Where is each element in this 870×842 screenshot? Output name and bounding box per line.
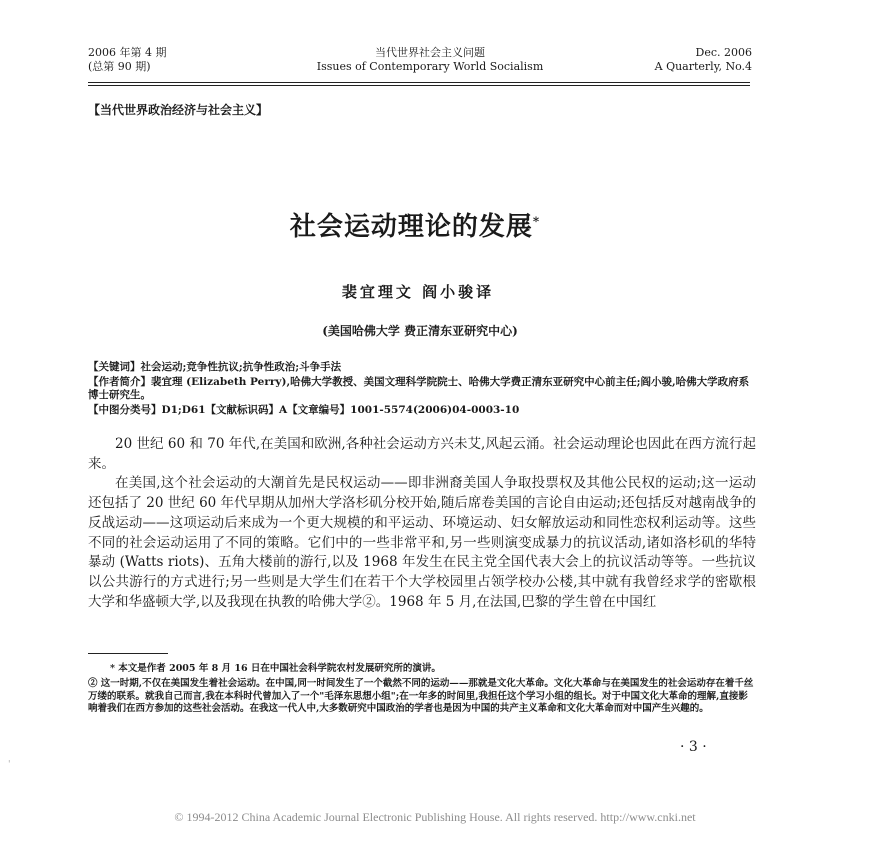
issue-date: Dec. 2006 — [695, 46, 752, 59]
journal-date — [655, 46, 752, 74]
body-paragraph: 在美国,这个社会运动的大潮首先是民权运动——即非洲裔美国人争取投票权及其他公民权的运动;这一运动还包括了 20 世纪 60 年代早期从加州大学洛杉矶分校开始,随后席卷美国的言论自由运动;还包括反对越南战争的反战运动——这项运动后来成为一个更大规模的和平运动、环境运动、妇女解放运动和同性恋权利运动等。这些不同的社会运动运用了不同的策略。它们中的一些非常平和,另一些则演变成暴力的抗议活动,诸如洛杉矶的华特暴动 (Watts riots)、五角大楼前的游行,以及 1968 年发生在民主党全国代表大会上的抗议活动等等。一些抗议以公共游行的方式进行;另一些则是大学生们在若干个大学校园里占领学校办公楼,其中就有我曾经求学的密歇根大学和华盛顿大学,以及我现在执教的哈佛大学②。1968 年 5 月,在法国,巴黎的学生曾在中国红 — [88, 475, 756, 610]
article-body — [88, 435, 756, 612]
article-authors: 裴宜理文 阎小骏译 — [341, 283, 495, 301]
issue-number: 2006 年第 4 期 — [88, 46, 167, 59]
body-paragraph: 20 世纪 60 和 70 年代,在美国和欧洲,各种社会运动方兴未艾,风起云涌。社会运动理论也因此在西方流行起来。 — [88, 436, 756, 472]
classification-codes: 【中图分类号】D1;D61【文献标识码】A【文章编号】1001-5574(2006)04-0003-10 — [88, 404, 520, 416]
journal-title-cn: 当代世界社会主义问题 — [375, 46, 485, 59]
journal-title-en: Issues of Contemporary World Socialism — [316, 60, 544, 73]
article-title-text: 社会运动理论的发展 — [289, 212, 533, 242]
author-intro: 【作者简介】裴宜理 (Elizabeth Perry),哈佛大学教授、美国文理科学院院士、哈佛大学费正清东亚研究中心前主任;阎小骏,哈佛大学政府系博士研究生。 — [88, 376, 750, 401]
keywords: 【关键词】社会运动;竞争性抗议;抗争性政治;斗争手法 — [88, 361, 342, 373]
cumulative-issue: (总第 90 期) — [88, 60, 151, 73]
issue-frequency: A Quarterly, No.4 — [654, 60, 752, 73]
header-rule — [88, 82, 750, 83]
copyright-footer: © 1994-2012 China Academic Journal Electronic Publishing House. All rights reserved. http://www.cnki.net — [174, 810, 696, 824]
journal-issue — [88, 46, 166, 74]
title-footnote-mark: * — [532, 214, 541, 229]
journal-title — [280, 46, 580, 74]
footnote-rule — [88, 653, 168, 654]
header-rule-thin — [88, 85, 750, 86]
footnote: ② 这一时期,不仅在美国发生着社会运动。在中国,同一时间发生了一个截然不同的运动——那就是文化大革命。文化大革命与在美国发生的社会运动存在着千丝万缕的联系。就我自己而言,我在本科时代曾加入了一个"毛泽东思想小组";在一年多的时间里,我担任这个学习小组的组长。对于中国文化大革命的理解,直接影响着我们在西方参加的这些社会活动。在我这一代人中,大多数研究中国政治的学者也是因为中国的共产主义革命和文化大革命而对中国产生兴趣的。 — [88, 678, 754, 714]
page-number: · 3 · — [680, 739, 707, 755]
author-affiliation: (美国哈佛大学 费正清东亚研究中心) — [322, 324, 518, 338]
margin-mark: ' — [8, 760, 11, 770]
footnote: * 本文是作者 2005 年 8 月 16 日在中国社会科学院农村发展研究所的演讲。 — [110, 663, 441, 674]
section-label: 【当代世界政治经济与社会主义】 — [88, 103, 269, 117]
article-title — [0, 206, 830, 243]
